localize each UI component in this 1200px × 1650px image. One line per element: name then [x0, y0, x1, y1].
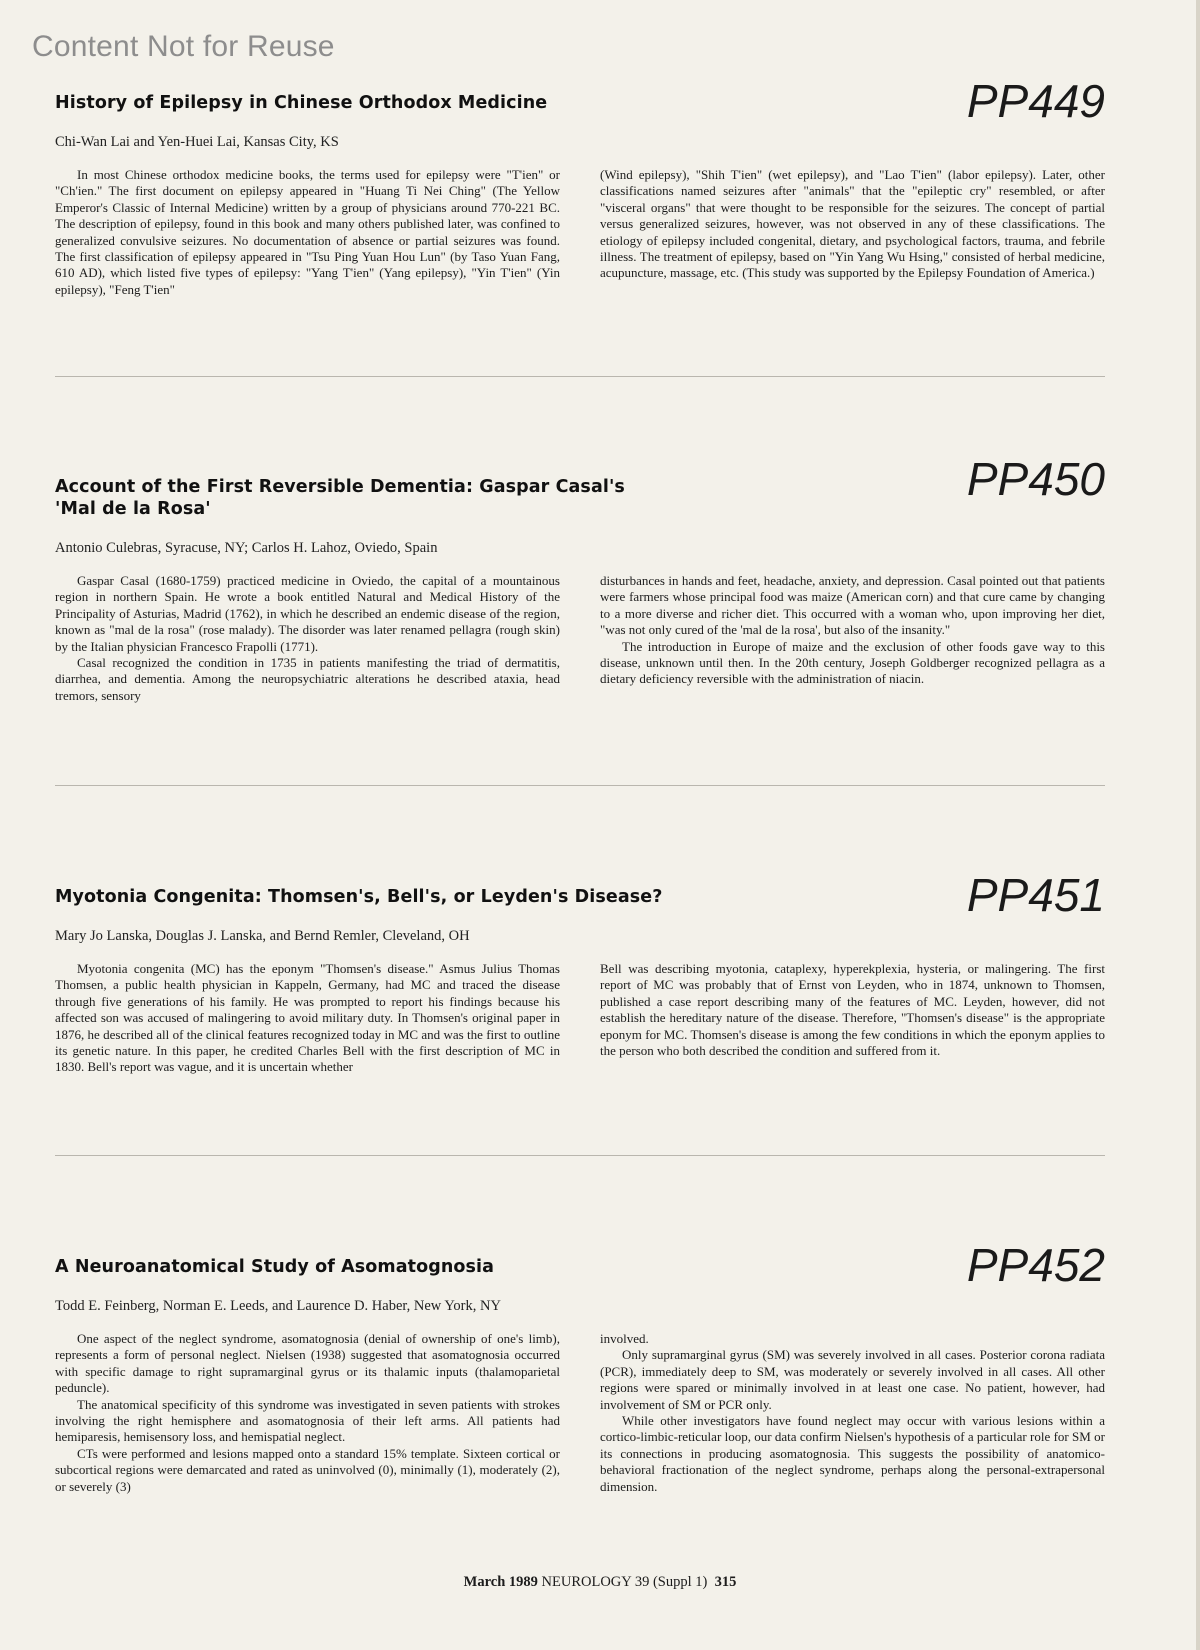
abstract-body [55, 961, 1105, 1076]
paragraph: Gaspar Casal (1680-1759) practiced medicine in Oviedo, the capital of a mountainous region in northern Spain. He wrote a book entitled Natural and Medical History of the Principality of Asturias, Madrid (1762), in which he described an endemic disease of the region, known as "mal de la rosa" (rose malady). The disorder was later renamed pellagra (rough skin) by the Italian physician Francesco Frapolli (1771). [55, 573, 560, 654]
abstract-pp449 [55, 64, 1105, 298]
abstract-title: A Neuroanatomical Study of Asomatognosia [55, 1257, 495, 1277]
paragraph: Bell was describing myotonia, cataplexy, hyperekplexia, hysteria, or malingering. The first report of MC was probably that of Ernst von Leyden, who in 1874, unknown to Thomsen, published a case report describing many of the features of MC. Leyden, however, did not establish the hereditary nature of the disease. Therefore, "Thomsen's disease" is the appropriate eponym for MC. Thomsen's disease is among the few conditions in which the eponym applies to the person who both described the condition and suffered from it. [600, 961, 1105, 1059]
page-edge [1196, 0, 1200, 1650]
abstract-authors: Chi-Wan Lai and Yen-Huei Lai, Kansas City, KS [55, 134, 339, 150]
abstract-code: PP451 [966, 869, 1105, 921]
abstract-code: PP449 [966, 75, 1105, 127]
abstract-header [55, 64, 1105, 127]
abstract-code: PP450 [966, 453, 1105, 505]
paragraph: In most Chinese orthodox medicine books, the terms used for epilepsy were "T'ien" or "Ch'ien." The first document on epilepsy appeared in "Huang Ti Nei Ching" (The Yellow Emperor's Classic of Internal Medicine) written by a group of physicians around 770-221 BC. The description of epilepsy, found in this book and many others published later, was confined to generalized convulsive seizures. No documentation of absence or partial seizures was found. The first classification of epilepsy appeared in "Tsu Ping Yuan Hou Lun" (by Taso Yuan Fang, 610 AD), which listed five types of epilepsy: "Yang T'ien" (Yang epilepsy), "Yin T'ien" (Yin epilepsy), "Feng T'ien" [55, 167, 560, 297]
paragraph: Myotonia congenita (MC) has the eponym "Thomsen's disease." Asmus Julius Thomas Thomsen, a public health physician in Kappeln, Germany, had MC and traced the disease through five generations of his family. He was prompted to report his findings because his affected son was accused of malingering to avoid military duty. In Thomsen's original paper in 1876, he described all of the clinical features recognized today in MC and was the first to outline its genetic nature. In this paper, he credited Charles Bell with the first description of MC in 1830. Bell's report was vague, and it is uncertain whether [55, 961, 560, 1075]
left-column [55, 167, 560, 298]
abstract-pp450 [55, 450, 1105, 704]
paragraph: While other investigators have found neglect may occur with various lesions within a cortico-limbic-reticular loop, our data confirm Nielsen's hypothesis of a particular role for SM or its connections in producing asomatognosia. This suggests the possibility of anatomico-behavioral fractionation of the neglect syndrome, perhaps along the personal-extrapersonal dimension. [600, 1413, 1105, 1494]
paragraph: One aspect of the neglect syndrome, asomatognosia (denial of ownership of one's limb), represents a form of personal neglect. Nielsen (1938) suggested that asomatognosia occurred with specific damage to right supramarginal gyrus or its thalamic inputs (thalamoparietal peduncle). [55, 1331, 560, 1396]
page-number: 315 [714, 1574, 737, 1590]
left-column [55, 573, 560, 704]
journal-name: NEUROLOGY 39 (Suppl 1) [541, 1574, 708, 1590]
abstract-title: Account of the First Reversible Dementia: Gaspar Casal's 'Mal de la Rosa' [55, 477, 625, 519]
abstract-code: PP452 [966, 1239, 1105, 1291]
abstract-body [55, 1331, 1105, 1495]
abstract-authors: Mary Jo Lanska, Douglas J. Lanska, and Bernd Remler, Cleveland, OH [55, 928, 470, 944]
abstract-body [55, 573, 1105, 704]
paragraph: Casal recognized the condition in 1735 in patients manifesting the triad of dermatitis, diarrhea, and dementia. Among the neuropsychiatric alterations he described ataxia, head tremors, sensory [55, 655, 560, 703]
issue-date: March 1989 [463, 1574, 538, 1590]
right-column [600, 167, 1105, 298]
section-divider [55, 1155, 1105, 1156]
abstract-title: Myotonia Congenita: Thomsen's, Bell's, or Leyden's Disease? [55, 887, 663, 907]
right-column [600, 961, 1105, 1076]
paragraph: involved. [600, 1331, 649, 1346]
paragraph: disturbances in hands and feet, headache, anxiety, and depression. Casal pointed out that patients were farmers whose principal food was maize (American corn) and that cure came by changing to a more diverse and richer diet. This occurred with a woman who, upon improving her diet, "was not only cured of the 'mal de la rosa', but also of the insanity." [600, 573, 1105, 638]
abstract-body [55, 167, 1105, 298]
right-column [600, 1331, 1105, 1495]
abstract-title: History of Epilepsy in Chinese Orthodox Medicine [55, 93, 548, 113]
abstract-header [55, 1228, 1105, 1291]
section-divider [55, 785, 1105, 786]
abstract-authors: Todd E. Feinberg, Norman E. Leeds, and Laurence D. Haber, New York, NY [55, 1298, 501, 1314]
watermark-text: Content Not for Reuse [32, 30, 335, 63]
page-footer [0, 1574, 1200, 1591]
section-divider [55, 376, 1105, 377]
abstract-pp451 [55, 858, 1105, 1076]
paragraph: The introduction in Europe of maize and the exclusion of other foods gave way to this disease, unknown until then. In the 20th century, Joseph Goldberger recognized pellagra as a dietary deficiency reversible with the administration of niacin. [600, 638, 1105, 687]
abstract-authors: Antonio Culebras, Syracuse, NY; Carlos H. Lahoz, Oviedo, Spain [55, 540, 438, 556]
abstract-header [55, 450, 1105, 530]
left-column [55, 961, 560, 1076]
right-column [600, 573, 1105, 704]
paragraph: (Wind epilepsy), "Shih T'ien" (wet epilepsy), and "Lao T'ien" (labor epilepsy). Later, other classifications named seizures after "animals" that the "epileptic cry" resembled, or after "visceral organs" that were thought to be responsible for the seizures. The concept of partial versus generalized seizures, however, was not observed in any of these classifications. The etiology of epilepsy included congenital, dietary, and psychological factors, trauma, and febrile illness. The treatment of epilepsy, based on "Yin Yang Wu Hsing," consisted of herbal medicine, acupuncture, massage, etc. (This study was supported by the Epilepsy Foundation of America.) [600, 167, 1105, 281]
paragraph: The anatomical specificity of this syndrome was investigated in seven patients with strokes involving the right hemisphere and asomatognosia of their left arms. All patients had hemiparesis, hemisensory loss, and hemispatial neglect. [55, 1396, 560, 1445]
abstract-header [55, 858, 1105, 921]
left-column [55, 1331, 560, 1495]
abstract-pp452 [55, 1228, 1105, 1495]
paragraph: CTs were performed and lesions mapped onto a standard 15% template. Sixteen cortical or subcortical regions were demarcated and rated as uninvolved (0), minimally (1), moderately (2), or severely (3) [55, 1445, 560, 1494]
paragraph: Only supramarginal gyrus (SM) was severely involved in all cases. Posterior corona radiata (PCR), immediately deep to SM, was moderately or severely involved in all cases. All other regions were spared or minimally involved in at least one case. No patient, however, had involvement of SM or PCR only. [600, 1347, 1105, 1412]
